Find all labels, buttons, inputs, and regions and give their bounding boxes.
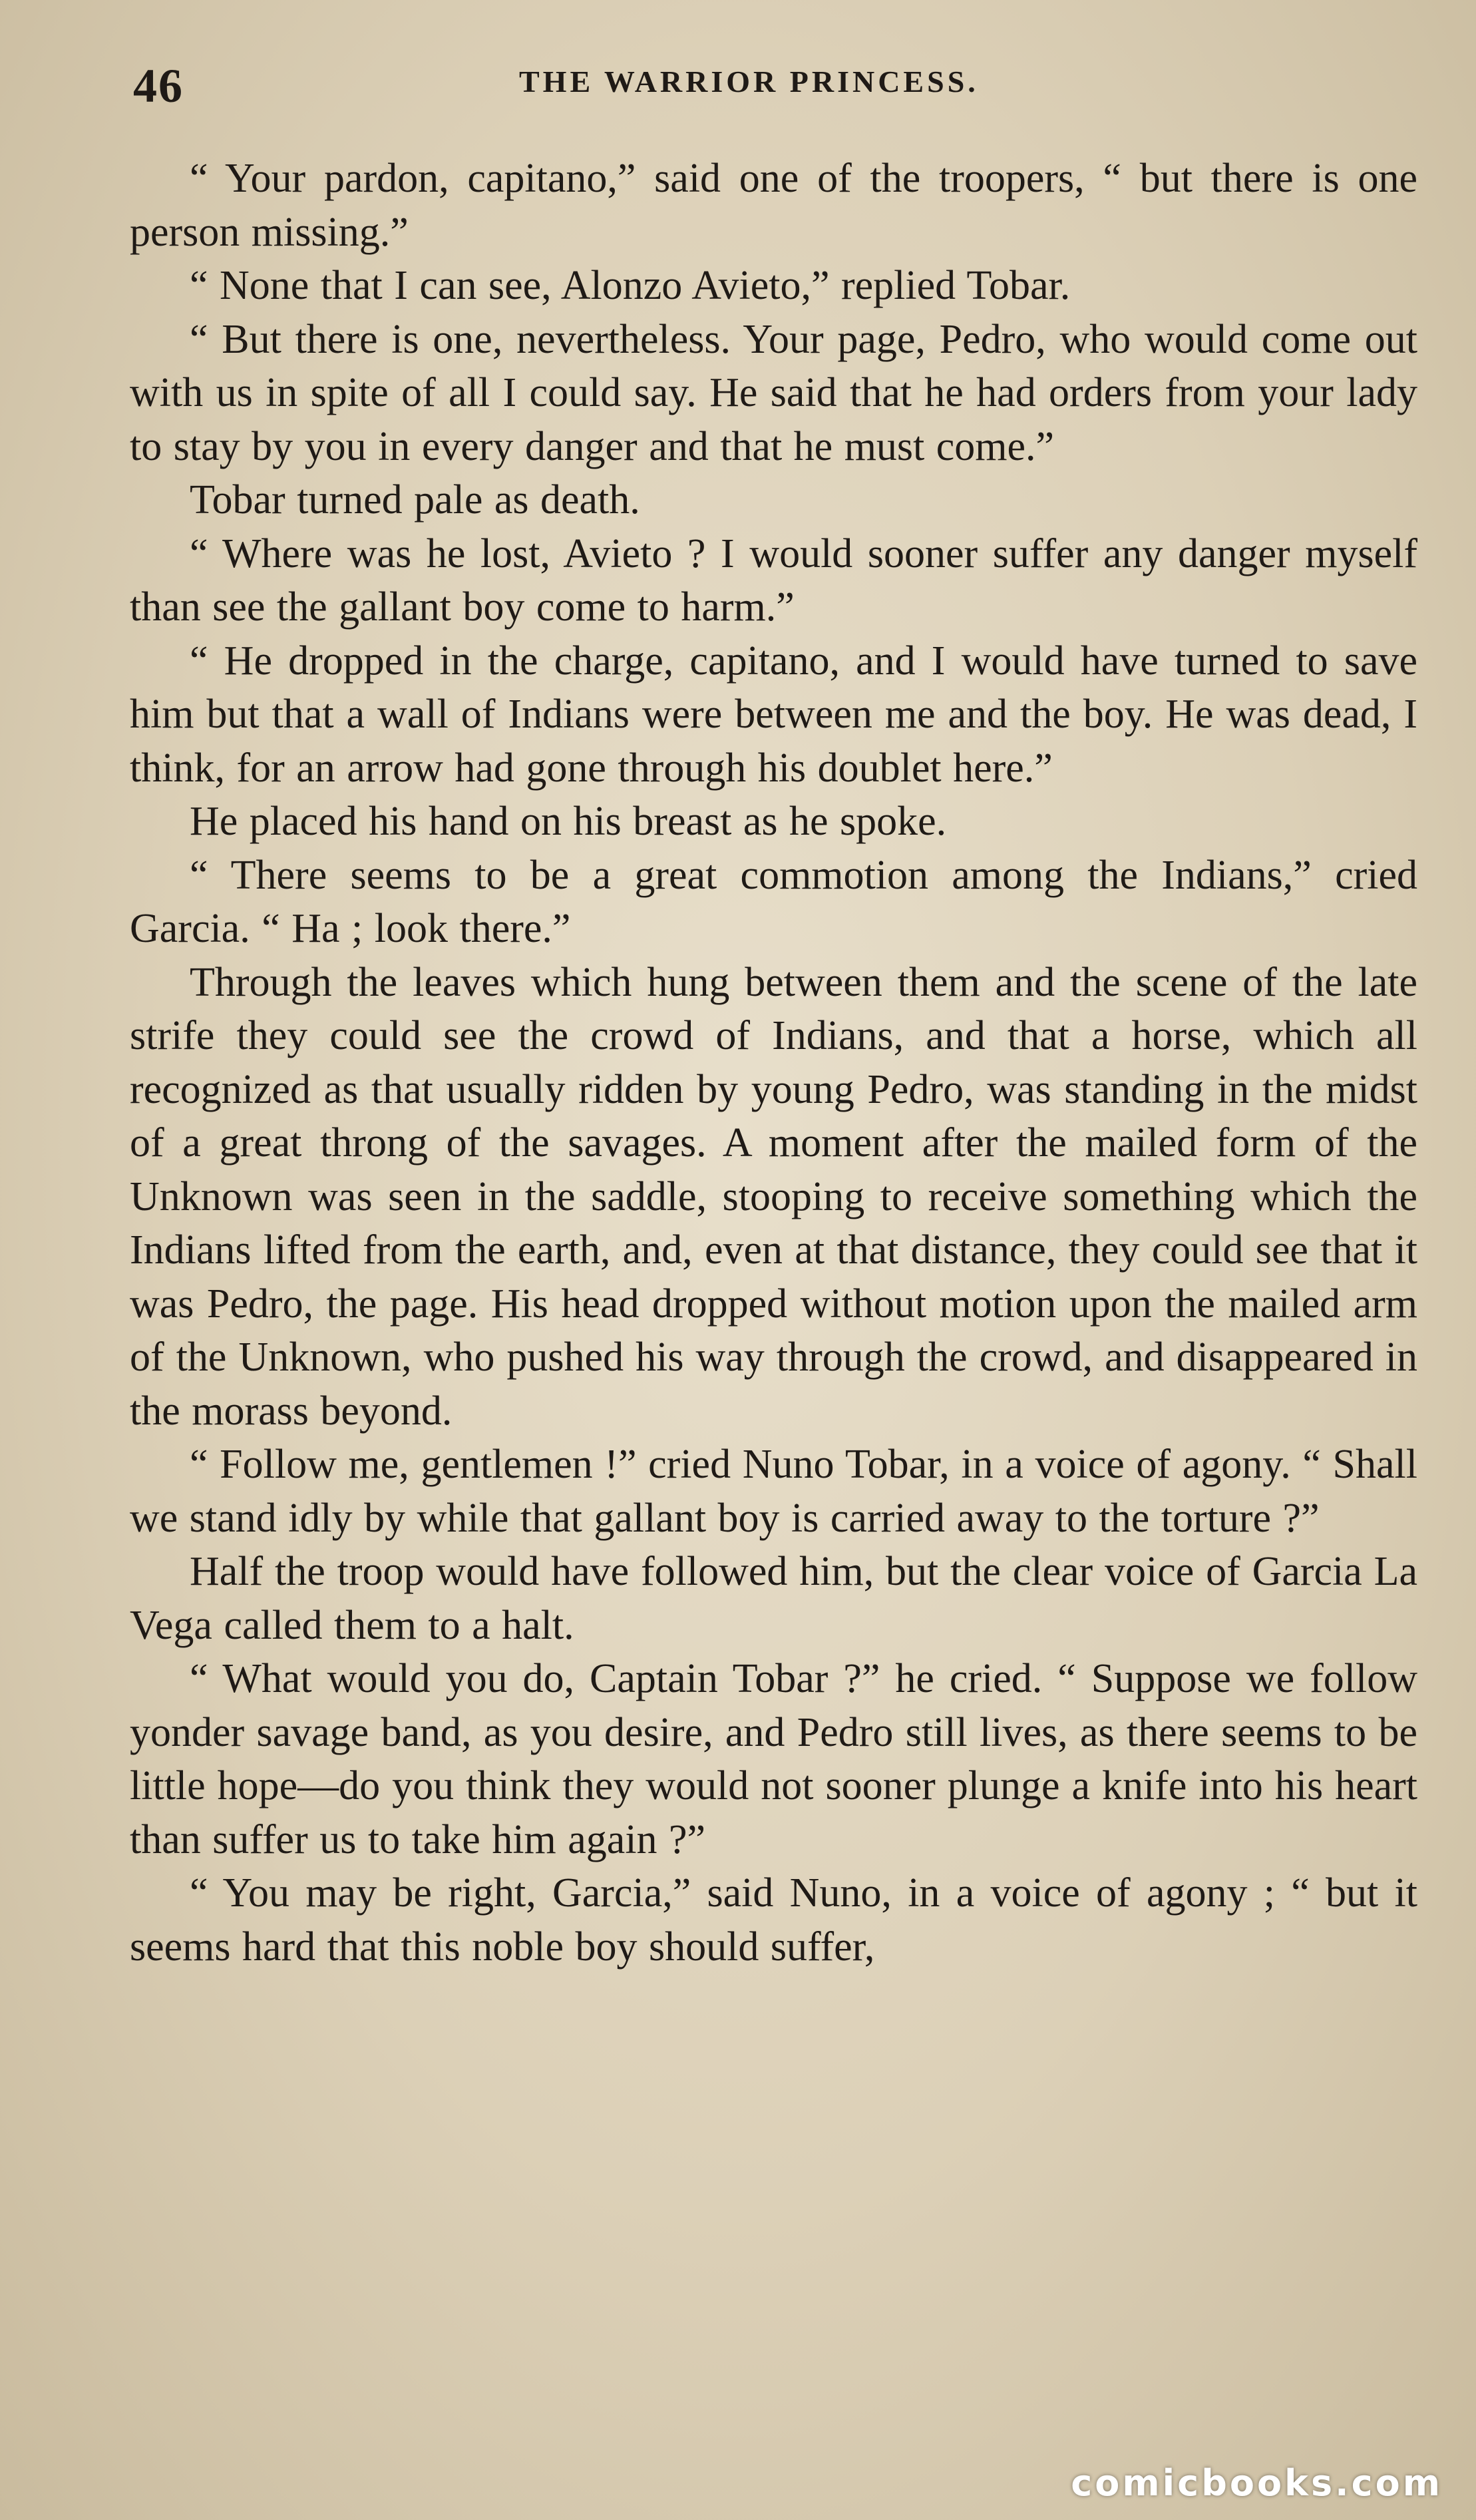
paragraph: Tobar turned pale as death.	[190, 477, 640, 523]
paragraph: Through the leaves which hung between them and the scene of the late strife they could see the crowd of Indians, and that a horse, which all recognized as that usually ridden by young Pedro, was standing in the midst of a great throng of the savages. A moment after the mailed form of the Unknown was seen in the saddle, stooping to receive something which the Indians lifted from the earth, and, even at that distance, they could see that it was Pedro, the page. His head dropped without motion upon the mailed arm of the Unknown, who pushed his way through the crowd, and disappeared in the morass beyond.	[130, 959, 1417, 1434]
paragraph: “ But there is one, nevertheless. Your page, Pedro, who would come out with us in spite of all I could say. He said that he had orders from your lady to stay by you in every danger and that he must come.”	[130, 316, 1417, 469]
paragraph: “ He dropped in the charge, capitano, and I would have turned to save him but that a wall of Indians were between me and the boy. He was dead, I think, for an arrow had gone through his doublet here.”	[130, 638, 1417, 791]
paragraph: “ You may be right, Garcia,” said Nuno, in a voice of agony ; “ but it seems hard that this noble boy should suffer,	[130, 1870, 1417, 1970]
watermark: comicbooks.com	[1071, 2462, 1443, 2504]
page-header	[133, 52, 1423, 112]
page-number: 46	[133, 59, 184, 112]
paragraph: “ None that I can see, Alonzo Avieto,” replied Tobar.	[190, 263, 1071, 308]
body-text	[130, 152, 1417, 1974]
paragraph: “ Follow me, gentlemen !” cried Nuno Tobar, in a voice of agony. “ Shall we stand idly by while that gallant boy is carried away to the torture ?”	[130, 1442, 1417, 1541]
paragraph: “ Where was he lost, Avieto ? I would sooner suffer any danger myself than see the gallant boy come to harm.”	[130, 530, 1417, 630]
paragraph: He placed his hand on his breast as he spoke.	[190, 799, 947, 844]
paragraph: “ What would you do, Captain Tobar ?” he cried. “ Suppose we follow yonder savage band, as you desire, and Pedro still lives, as there seems to be little hope—do you think they would not sooner plunge a knife into his heart than suffer us to take him again ?”	[130, 1656, 1417, 1862]
running-title: THE WARRIOR PRINCESS.	[519, 65, 979, 99]
paragraph: “ There seems to be a great commotion among the Indians,” cried Garcia. “ Ha ; look there.”	[130, 852, 1417, 951]
paragraph: Half the troop would have followed him, but the clear voice of Garcia La Vega called them to a halt.	[130, 1549, 1417, 1648]
paragraph: “ Your pardon, capitano,” said one of the troopers, “ but there is one person missing.”	[130, 156, 1417, 255]
